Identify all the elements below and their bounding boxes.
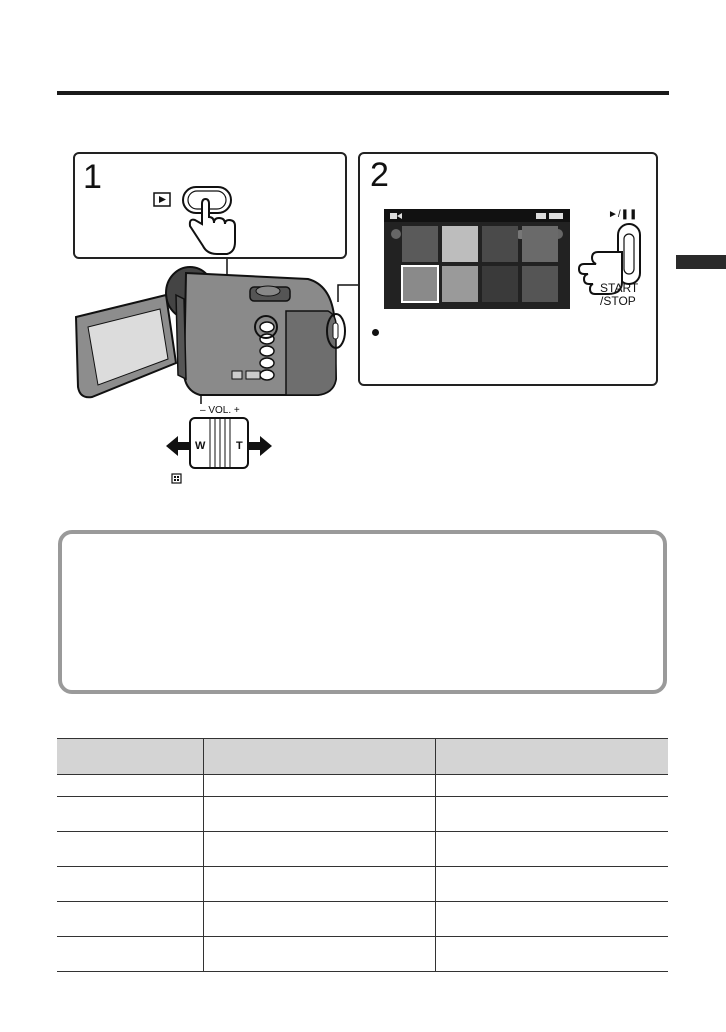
table-row <box>57 832 668 867</box>
start-stop-label: START /STOP <box>600 281 639 308</box>
table-header-row <box>57 739 668 775</box>
step-1-box <box>73 152 347 259</box>
table-row <box>57 797 668 832</box>
table-header-cell <box>57 739 203 775</box>
header-rule <box>57 91 669 95</box>
table-row <box>57 775 668 797</box>
zoom-wide-label: W <box>195 440 206 452</box>
play-pause-label: ►/❚❚ <box>608 209 638 220</box>
table-row <box>57 867 668 902</box>
step-2-number: 2 <box>370 156 389 194</box>
side-buttons <box>260 322 274 380</box>
playback-icon <box>154 193 170 206</box>
step-1-number: 1 <box>83 158 102 196</box>
step-2-illustration <box>360 154 656 384</box>
chapter-tab <box>676 255 726 269</box>
step-1-illustration <box>75 154 345 257</box>
table-header-cell <box>203 739 435 775</box>
button-table <box>57 738 668 972</box>
index-icon <box>172 474 181 483</box>
info-box <box>58 530 667 694</box>
zoom-tele-label: T <box>236 440 243 452</box>
table-header-cell <box>435 739 668 775</box>
step-2-box <box>358 152 658 386</box>
note-bullet <box>372 329 379 336</box>
table-row <box>57 902 668 937</box>
zoom-lever-illustration <box>160 400 280 490</box>
table-row <box>57 937 668 972</box>
lcd-index-screen <box>384 209 570 309</box>
vol-label: – VOL. + <box>200 405 240 416</box>
arrow-left-icon <box>166 436 190 456</box>
arrow-right-icon <box>248 436 272 456</box>
